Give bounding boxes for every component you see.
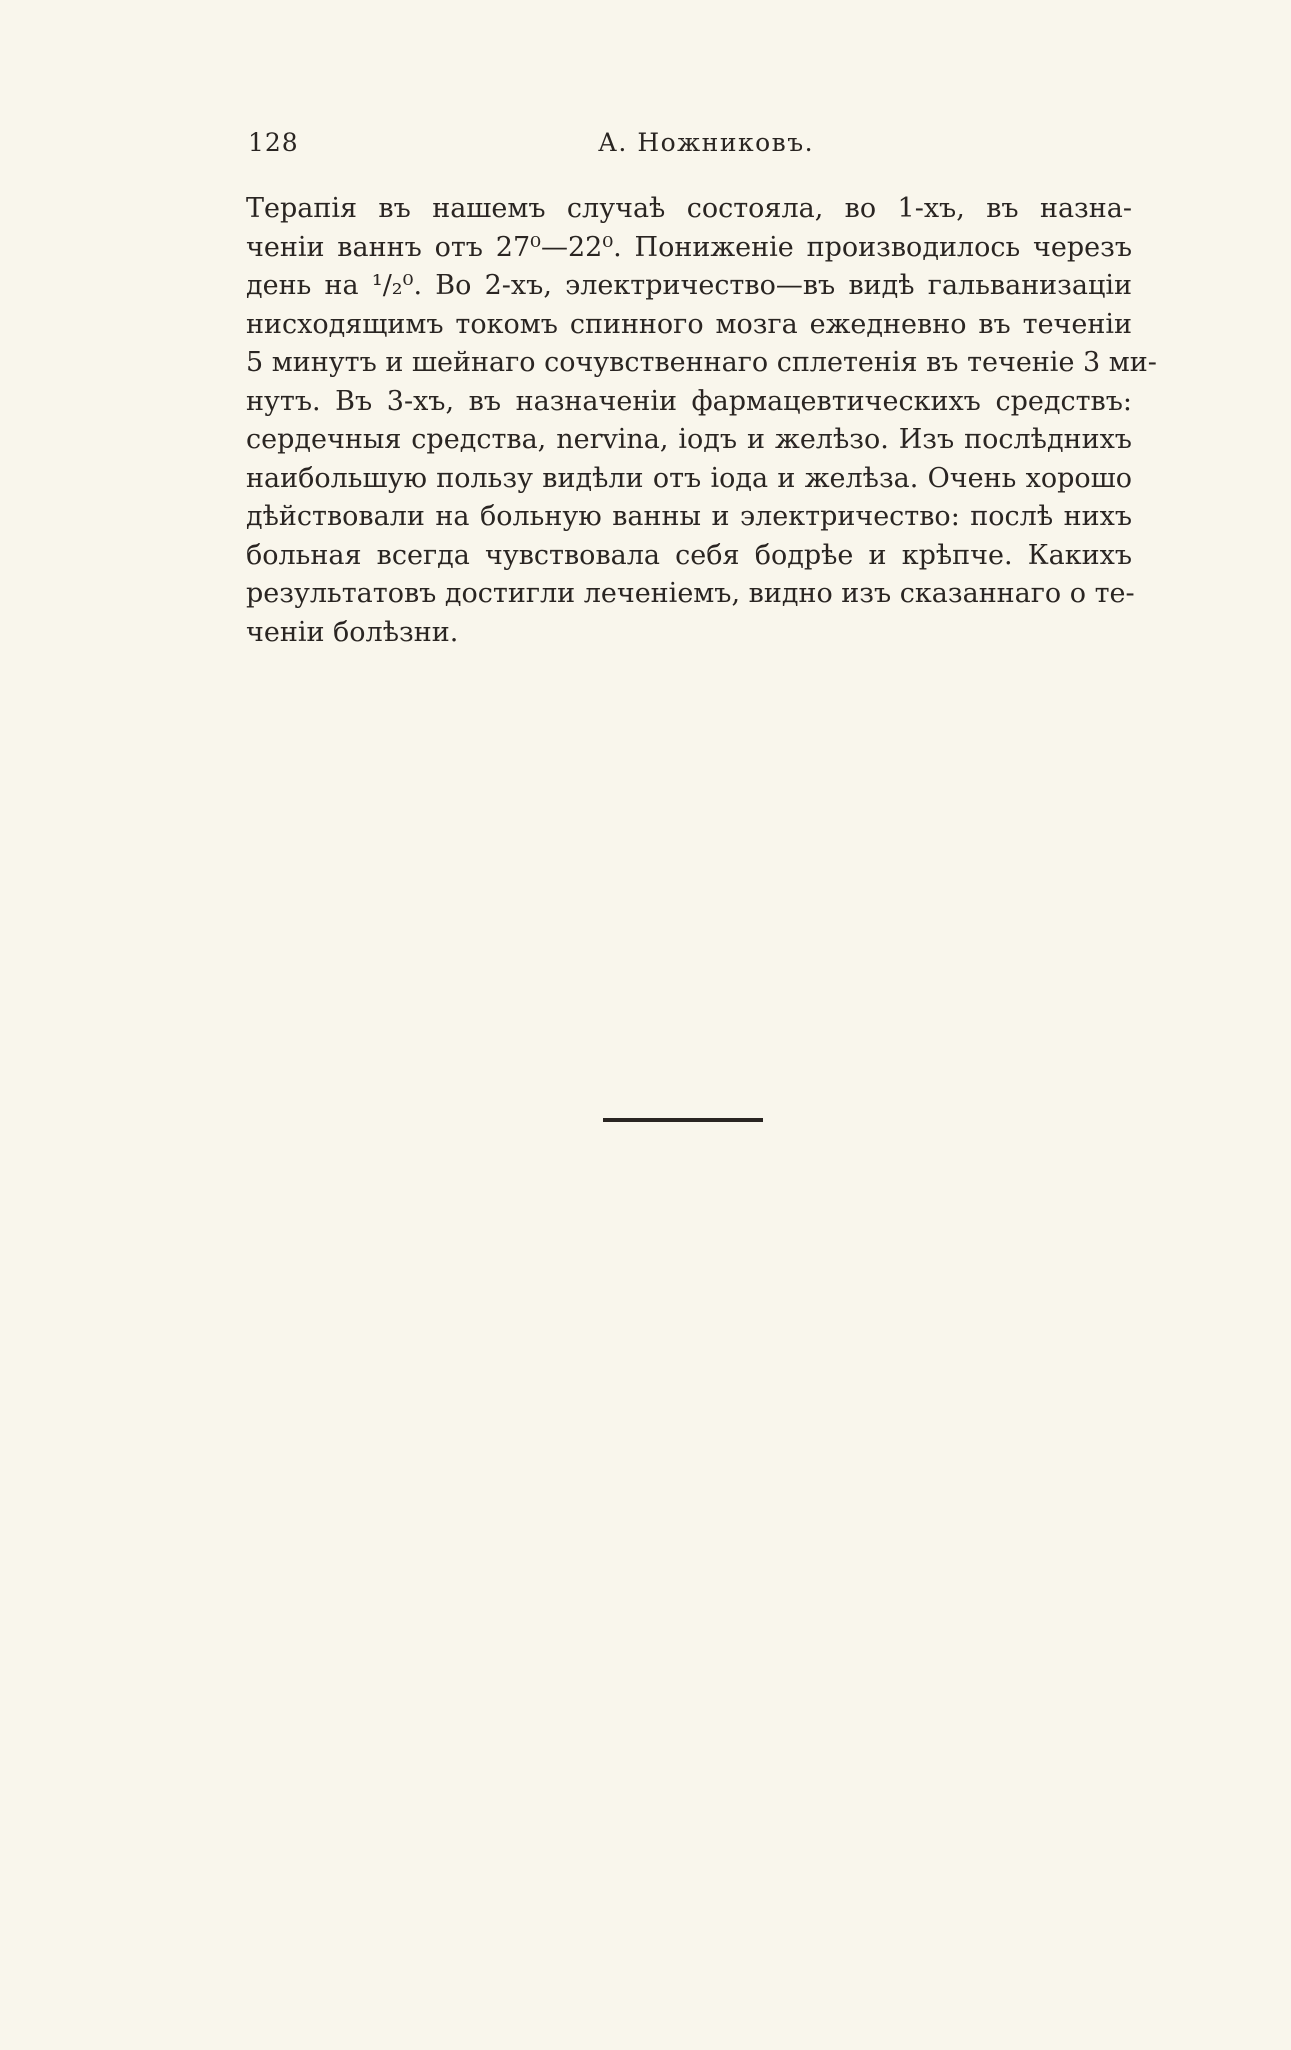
- page-number: 128: [248, 128, 299, 157]
- text-line: наибольшую пользу видѣли отъ іода и желѣза. Очень хорошо: [246, 462, 1132, 494]
- text-line: дѣйствовали на больную ванны и электричество: послѣ нихъ: [246, 501, 1132, 532]
- text-line: результатовъ достигли леченіемъ, видно изъ сказаннаго о те-: [246, 578, 1135, 609]
- running-head: А. Ножниковъ.: [598, 128, 815, 157]
- text-line: ченіи болѣзни.: [246, 616, 459, 648]
- text-line: ченіи ваннъ отъ 27⁰—22⁰. Пониженіе производилось черезъ: [246, 231, 1132, 263]
- text-line: нисходящимъ токомъ спинного мозга ежедневно въ теченіи: [246, 308, 1132, 340]
- text-line: день на ¹/₂⁰. Во 2-хъ, электричество—въ видѣ гальванизаціи: [246, 270, 1132, 301]
- text-line: нутъ. Въ 3-хъ, въ назначеніи фармацевтическихъ средствъ:: [246, 385, 1132, 417]
- end-rule: [603, 1118, 763, 1122]
- text-line: Терапія въ нашемъ случаѣ состояла, во 1-хъ, въ назна-: [246, 193, 1132, 224]
- text-line: больная всегда чувствовала себя бодрѣе и крѣпче. Какихъ: [246, 539, 1132, 571]
- text-line: сердечныя средства, nervina, іодъ и желѣзо. Изъ послѣднихъ: [246, 424, 1132, 455]
- body-paragraph: [246, 190, 1157, 652]
- text-line: 5 минутъ и шейнаго сочувственнаго сплетенія въ теченіе 3 ми-: [246, 347, 1157, 378]
